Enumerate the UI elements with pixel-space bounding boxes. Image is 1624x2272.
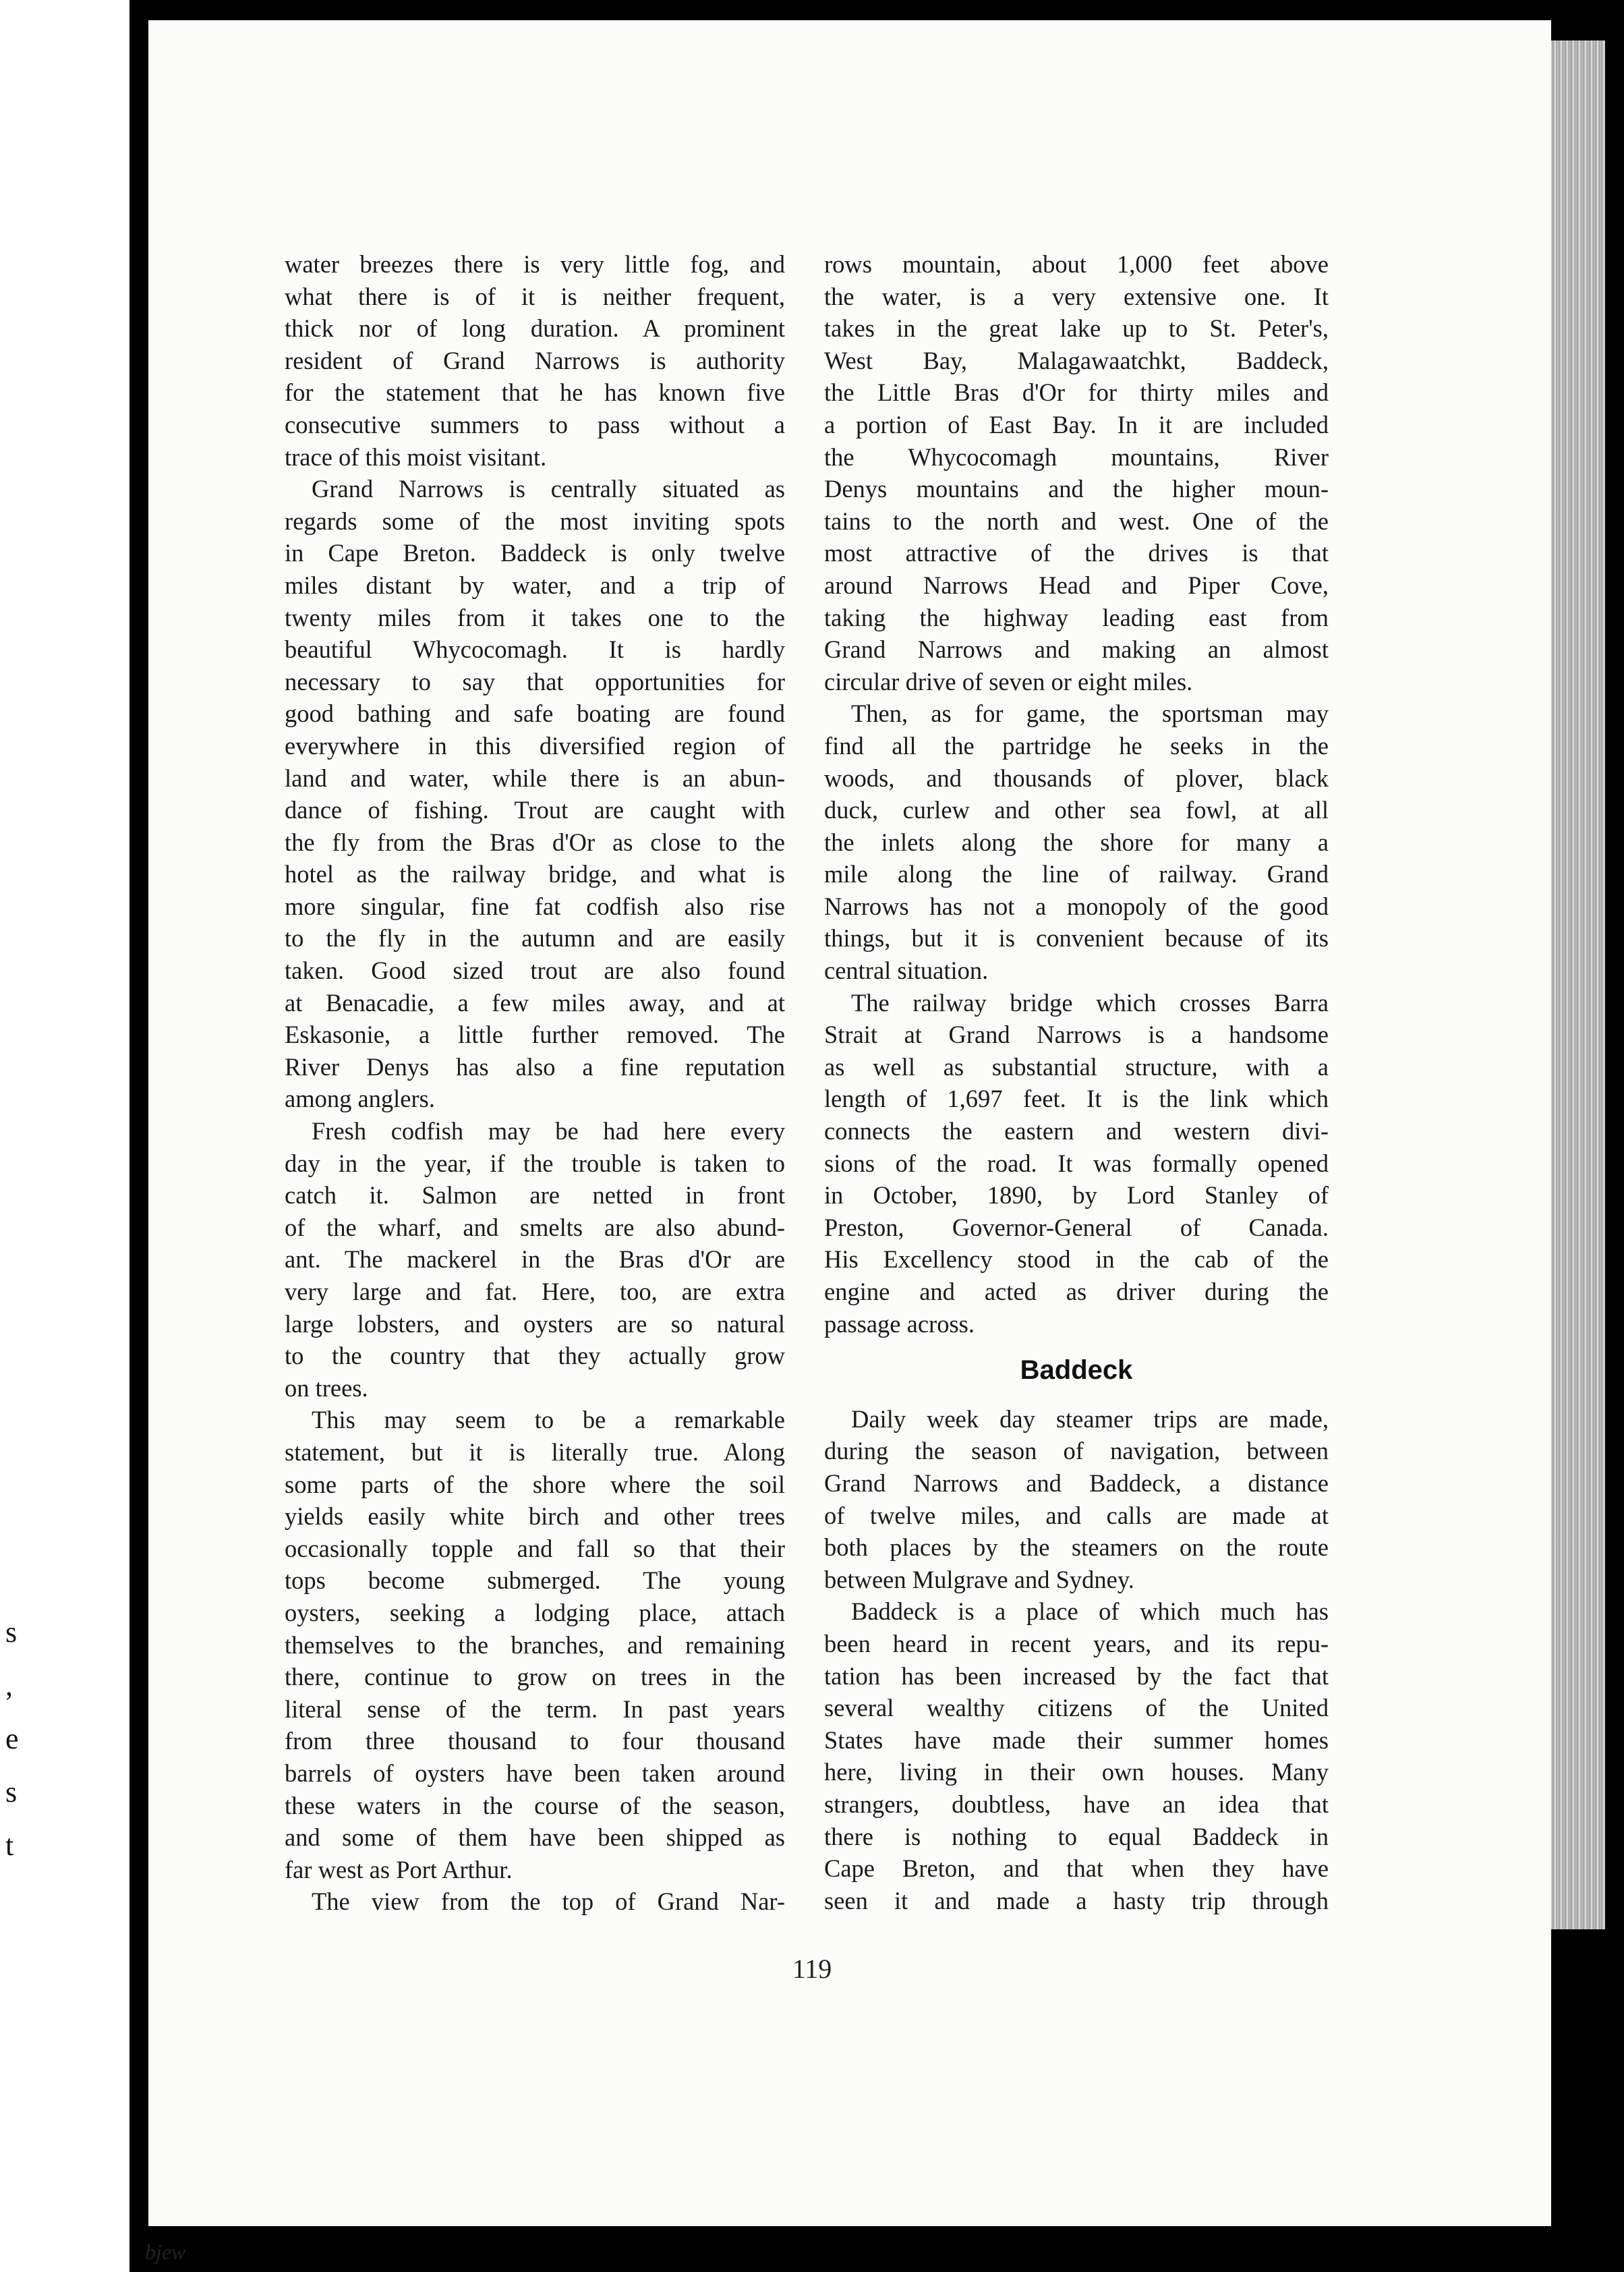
- text-line: takes in the great lake up to St. Peter's,: [824, 314, 1329, 343]
- text-line: there, continue to grow on trees in the: [285, 1663, 785, 1691]
- text-line: hotel as the railway bridge, and what is: [285, 860, 785, 888]
- text-line: Denys mountains and the higher moun-: [824, 475, 1329, 503]
- right-column-top: [824, 248, 1329, 1340]
- text-line: for the statement that he has known five: [285, 378, 785, 407]
- text-line: sions of the road. It was formally opened: [824, 1149, 1329, 1177]
- text-line: a portion of East Bay. In it are included: [824, 410, 1329, 438]
- text-line: regards some of the most inviting spots: [285, 507, 785, 535]
- facing-page-letter: s: [5, 1616, 18, 1649]
- text-line: beautiful Whycocomagh. It is hardly: [285, 635, 785, 664]
- text-line: everywhere in this diversified region of: [285, 731, 785, 760]
- facing-page-letter: t: [5, 1829, 14, 1862]
- text-line: Grand Narrows and making an almost: [824, 635, 1329, 664]
- text-line: occasionally topple and fall so that their: [285, 1534, 785, 1562]
- text-line: River Denys has also a fine reputation: [285, 1052, 785, 1081]
- text-line: tops become submerged. The young: [285, 1566, 785, 1595]
- text-line: Daily week day steamer trips are made,: [851, 1404, 1329, 1433]
- scan-gutter: [129, 0, 148, 2272]
- text-line: water breezes there is very little fog, and: [285, 250, 785, 278]
- text-line: rows mountain, about 1,000 feet above: [824, 250, 1329, 278]
- left-column: [285, 248, 785, 1918]
- text-line: Grand Narrows is centrally situated as: [312, 475, 785, 503]
- text-line: themselves to the branches, and remaining: [285, 1630, 785, 1659]
- text-line: these waters in the course of the season,: [285, 1791, 785, 1819]
- text-line: engine and acted as driver during the: [824, 1278, 1329, 1305]
- text-line: find all the partridge he seeks in the: [824, 731, 1329, 760]
- text-line: good bathing and safe boating are found: [285, 700, 785, 728]
- text-line: West Bay, Malagawaatchkt, Baddeck,: [824, 346, 1329, 374]
- text-line: Baddeck is a place of which much has: [851, 1597, 1329, 1626]
- text-line: twenty miles from it takes one to the: [285, 603, 785, 631]
- text-line: tains to the north and west. One of the: [824, 507, 1329, 535]
- text-line: miles distant by water, and a trip of: [285, 571, 785, 599]
- text-line: the inlets along the shore for many a: [824, 828, 1329, 856]
- text-line: things, but it is convenient because of its: [824, 924, 1329, 953]
- text-line: ant. The mackerel in the Bras d'Or are: [285, 1245, 785, 1274]
- text-line: literal sense of the term. In past years: [285, 1695, 785, 1723]
- text-line: Strait at Grand Narrows is a handsome: [824, 1021, 1329, 1049]
- text-line: some parts of the shore where the soil: [285, 1470, 785, 1498]
- text-line: consecutive summers to pass without a: [285, 410, 785, 438]
- right-column-bottom: [824, 1403, 1329, 1917]
- page-number: 119: [792, 1954, 832, 1984]
- text-line: dance of fishing. Trout are caught with: [285, 796, 785, 824]
- text-line: the Whycocomagh mountains, River: [824, 443, 1329, 471]
- text-line: connects the eastern and western divi-: [824, 1117, 1329, 1145]
- text-line: States have made their summer homes: [824, 1726, 1329, 1754]
- text-line: the Little Bras d'Or for thirty miles and: [824, 378, 1329, 407]
- text-line: land and water, while there is an abun-: [285, 764, 785, 792]
- text-line: far west as Port Arthur.: [285, 1855, 513, 1883]
- text-line: day in the year, if the trouble is taken to: [285, 1149, 785, 1177]
- text-line: His Excellency stood in the cab of the: [824, 1245, 1329, 1274]
- text-line: in Cape Breton. Baddeck is only twelve: [285, 539, 785, 567]
- text-line: several wealthy citizens of the United: [824, 1694, 1329, 1722]
- text-line: Grand Narrows and Baddeck, a distance: [824, 1469, 1329, 1497]
- text-line: Fresh codfish may be had here every: [312, 1117, 785, 1145]
- section-heading: Baddeck: [1020, 1355, 1133, 1386]
- text-line: necessary to say that opportunities for: [285, 667, 785, 695]
- text-line: at Benacadie, a few miles away, and at: [285, 988, 785, 1017]
- text-line: more singular, fine fat codfish also rise: [285, 892, 785, 920]
- text-line: the fly from the Bras d'Or as close to the: [285, 828, 785, 856]
- text-line: and some of them have been shipped as: [285, 1823, 785, 1852]
- text-line: to the fly in the autumn and are easily: [285, 924, 785, 953]
- text-line: large lobsters, and oysters are so natural: [285, 1309, 785, 1338]
- text-line: the water, is a very extensive one. It: [824, 282, 1329, 310]
- text-line: length of 1,697 feet. It is the link which: [824, 1085, 1329, 1113]
- text-line: statement, but it is literally true. Along: [285, 1438, 785, 1466]
- text-line: oysters, seeking a lodging place, attach: [285, 1598, 785, 1626]
- text-line: taken. Good sized trout are also found: [285, 957, 785, 985]
- right-column: [824, 248, 1329, 1916]
- text-line: resident of Grand Narrows is authority: [285, 346, 785, 374]
- text-line: passage across.: [824, 1309, 975, 1338]
- text-line: both places by the steamers on the route: [824, 1533, 1329, 1562]
- text-line: yields easily white birch and other trees: [285, 1502, 785, 1531]
- text-line: there is nothing to equal Baddeck in: [824, 1822, 1329, 1850]
- text-line: as well as substantial structure, with a: [824, 1052, 1329, 1081]
- text-line: around Narrows Head and Piper Cove,: [824, 571, 1329, 599]
- text-line: trace of this moist visitant.: [285, 443, 547, 471]
- bottom-mark: bjew: [145, 2240, 186, 2264]
- text-line: The railway bridge which crosses Barra: [851, 988, 1329, 1017]
- text-line: in October, 1890, by Lord Stanley of: [824, 1181, 1329, 1210]
- text-line: Cape Breton, and that when they have: [824, 1854, 1329, 1883]
- text-line: woods, and thousands of plover, black: [824, 764, 1329, 792]
- text-line: here, living in their own houses. Many: [824, 1758, 1329, 1786]
- text-line: Then, as for game, the sportsman may: [851, 700, 1329, 728]
- text-line: catch it. Salmon are netted in front: [285, 1181, 785, 1210]
- text-line: strangers, doubtless, have an idea that: [824, 1790, 1329, 1818]
- text-line: duck, curlew and other sea fowl, at all: [824, 796, 1329, 824]
- text-line: been heard in recent years, and its repu-: [824, 1629, 1329, 1657]
- facing-page-strip: [0, 0, 135, 2272]
- text-line: seen it and made a hasty trip through: [824, 1886, 1329, 1914]
- text-line: tation has been increased by the fact that: [824, 1662, 1329, 1690]
- text-line: to the country that they actually grow: [285, 1342, 785, 1370]
- text-line: of twelve miles, and calls are made at: [824, 1501, 1329, 1529]
- text-line: barrels of oysters have been taken around: [285, 1759, 785, 1787]
- text-line: central situation.: [824, 957, 989, 985]
- facing-page-letter: s: [5, 1776, 18, 1809]
- text-line: This may seem to be a remarkable: [312, 1406, 785, 1434]
- text-line: Eskasonie, a little further removed. The: [285, 1021, 785, 1049]
- facing-page-letter: ,: [5, 1669, 13, 1702]
- text-line: taking the highway leading east from: [824, 603, 1329, 631]
- text-line: between Mulgrave and Sydney.: [824, 1565, 1134, 1593]
- text-line: Narrows has not a monopoly of the good: [824, 892, 1329, 920]
- text-line: on trees.: [285, 1373, 368, 1402]
- text-line: The view from the top of Grand Nar-: [312, 1887, 785, 1916]
- text-line: very large and fat. Here, too, are extra: [285, 1278, 785, 1305]
- facing-page-letter: e: [5, 1722, 19, 1755]
- text-line: mile along the line of railway. Grand: [824, 860, 1329, 888]
- facing-page-letters: [5, 1606, 32, 1872]
- text-line: from three thousand to four thousand: [285, 1727, 785, 1755]
- text-line: most attractive of the drives is that: [824, 539, 1329, 567]
- text-line: circular drive of seven or eight miles.: [824, 667, 1193, 695]
- text-line: Preston, Governor-General of Canada.: [824, 1213, 1329, 1241]
- text-line: among anglers.: [285, 1085, 435, 1113]
- text-line: what there is of it is neither frequent,: [285, 282, 785, 310]
- text-line: thick nor of long duration. A prominent: [285, 314, 785, 343]
- text-line: during the season of navigation, between: [824, 1437, 1329, 1465]
- text-line: of the wharf, and smelts are also abund-: [285, 1213, 785, 1241]
- page-edges: [1551, 40, 1605, 1929]
